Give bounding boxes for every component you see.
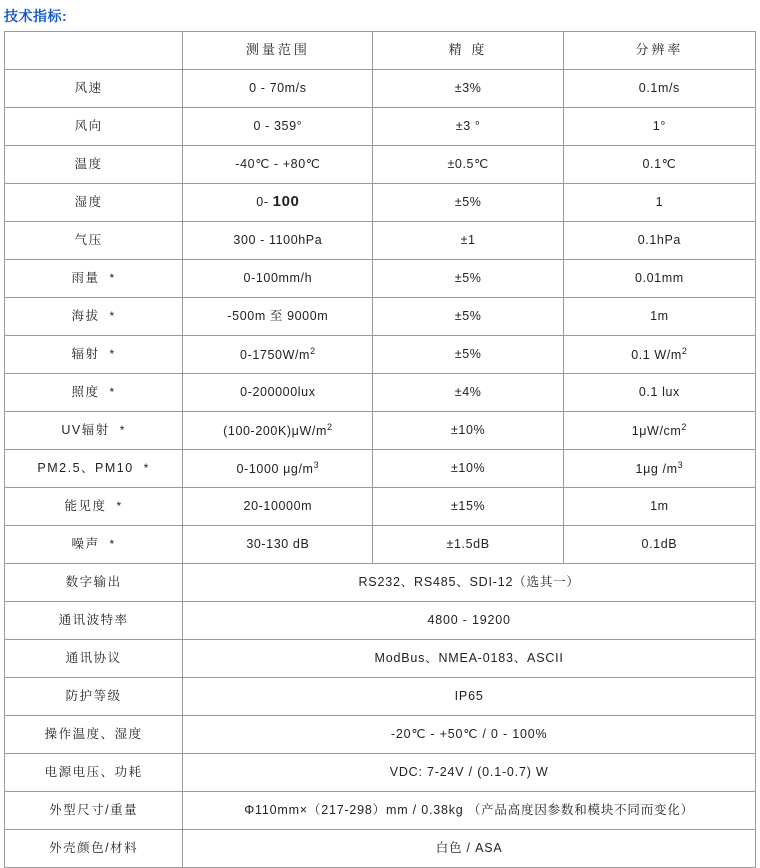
row-label: 辐射 * [5, 336, 183, 374]
row-resolution: 1m [563, 298, 755, 336]
row-label: 通讯协议 [5, 640, 183, 678]
table-row [5, 374, 756, 412]
row-label: 外型尺寸/重量 [5, 792, 183, 830]
row-accuracy: ±15% [373, 488, 563, 526]
row-value: RS232、RS485、SDI-12（选其一） [183, 564, 756, 602]
table-row [5, 602, 756, 640]
row-resolution: 0.01mm [563, 260, 755, 298]
table-row [5, 260, 756, 298]
row-accuracy: ±5% [373, 298, 563, 336]
table-row [5, 792, 756, 830]
table-row [5, 298, 756, 336]
table-row [5, 336, 756, 374]
table-row [5, 184, 756, 222]
row-label: 气压 [5, 222, 183, 260]
row-resolution: 0.1℃ [563, 146, 755, 184]
row-accuracy: ±1 [373, 222, 563, 260]
row-range: 0-200000lux [183, 374, 373, 412]
row-label: 数字输出 [5, 564, 183, 602]
row-resolution: 0.1hPa [563, 222, 755, 260]
specifications-table [4, 31, 756, 868]
row-range: 0- 100 [183, 184, 373, 222]
row-range: $0-1750W/m^2$ [183, 336, 373, 374]
row-range: 0-1000 $\mu g/m^3$ [183, 450, 373, 488]
row-label: 风速 [5, 70, 183, 108]
header-cell-resolution: 分辨率 [563, 32, 755, 70]
row-range: 0 - 359° [183, 108, 373, 146]
row-label: 湿度 [5, 184, 183, 222]
row-accuracy: ±0.5℃ [373, 146, 563, 184]
table-row [5, 640, 756, 678]
table-row [5, 488, 756, 526]
row-label: 能见度 * [5, 488, 183, 526]
row-range: 20-10000m [183, 488, 373, 526]
header-cell-range: 测量范围 [183, 32, 373, 70]
row-label: 通讯波特率 [5, 602, 183, 640]
row-accuracy: ±5% [373, 260, 563, 298]
table-row [5, 222, 756, 260]
table-row [5, 412, 756, 450]
row-label: 温度 [5, 146, 183, 184]
row-value: Φ110mm×（217-298）mm / 0.38kg （产品高度因参数和模块不同而变化） [183, 792, 756, 830]
table-row [5, 526, 756, 564]
table-header-row [5, 32, 756, 70]
page-title: 技术指标: [4, 8, 68, 24]
row-value: ModBus、NMEA-0183、ASCII [183, 640, 756, 678]
table-row [5, 146, 756, 184]
row-label: 外壳颜色/材料 [5, 830, 183, 868]
row-label: PM2.5、PM10 * [5, 450, 183, 488]
row-range: 30-130 dB [183, 526, 373, 564]
row-range: -500m 至 9000m [183, 298, 373, 336]
row-accuracy: ±1.5dB [373, 526, 563, 564]
row-label: 海拔 * [5, 298, 183, 336]
row-range: 0-100mm/h [183, 260, 373, 298]
row-label: 防护等级 [5, 678, 183, 716]
row-resolution: 0.1 lux [563, 374, 755, 412]
row-value: IP65 [183, 678, 756, 716]
row-range: -40℃ - +80℃ [183, 146, 373, 184]
row-value: VDC: 7-24V / (0.1-0.7) W [183, 754, 756, 792]
row-range: $(100-200K)\mu W/m^2$ [183, 412, 373, 450]
row-accuracy: ±3 ° [373, 108, 563, 146]
row-label: 照度 * [5, 374, 183, 412]
row-accuracy: ±5% [373, 184, 563, 222]
table-row [5, 108, 756, 146]
table-row [5, 564, 756, 602]
table-row [5, 754, 756, 792]
row-accuracy: ±10% [373, 412, 563, 450]
row-value: 白色 / ASA [183, 830, 756, 868]
row-resolution: 1μg $/m^3$ [563, 450, 755, 488]
row-resolution: 1 [563, 184, 755, 222]
row-resolution: $1\mu W/cm^2$ [563, 412, 755, 450]
header-cell-accuracy: 精 度 [373, 32, 563, 70]
row-label: 风向 [5, 108, 183, 146]
table-row [5, 70, 756, 108]
row-label: 电源电压、功耗 [5, 754, 183, 792]
table-row [5, 716, 756, 754]
table-row [5, 830, 756, 868]
row-resolution: 0.1 $W/m^2$ [563, 336, 755, 374]
row-range: 300 - 1100hPa [183, 222, 373, 260]
row-label: 雨量 * [5, 260, 183, 298]
row-label: 操作温度、湿度 [5, 716, 183, 754]
header-cell-blank [5, 32, 183, 70]
row-label: 噪声 * [5, 526, 183, 564]
row-resolution: 1m [563, 488, 755, 526]
row-accuracy: ±5% [373, 336, 563, 374]
row-accuracy: ±10% [373, 450, 563, 488]
row-label: UV辐射 * [5, 412, 183, 450]
row-resolution: 0.1dB [563, 526, 755, 564]
row-resolution: 1° [563, 108, 755, 146]
table-row [5, 678, 756, 716]
row-resolution: 0.1m/s [563, 70, 755, 108]
table-row [5, 450, 756, 488]
row-value: -20℃ - +50℃ / 0 - 100% [183, 716, 756, 754]
row-accuracy: ±4% [373, 374, 563, 412]
row-range: 0 - 70m/s [183, 70, 373, 108]
row-accuracy: ±3% [373, 70, 563, 108]
row-value: 4800 - 19200 [183, 602, 756, 640]
